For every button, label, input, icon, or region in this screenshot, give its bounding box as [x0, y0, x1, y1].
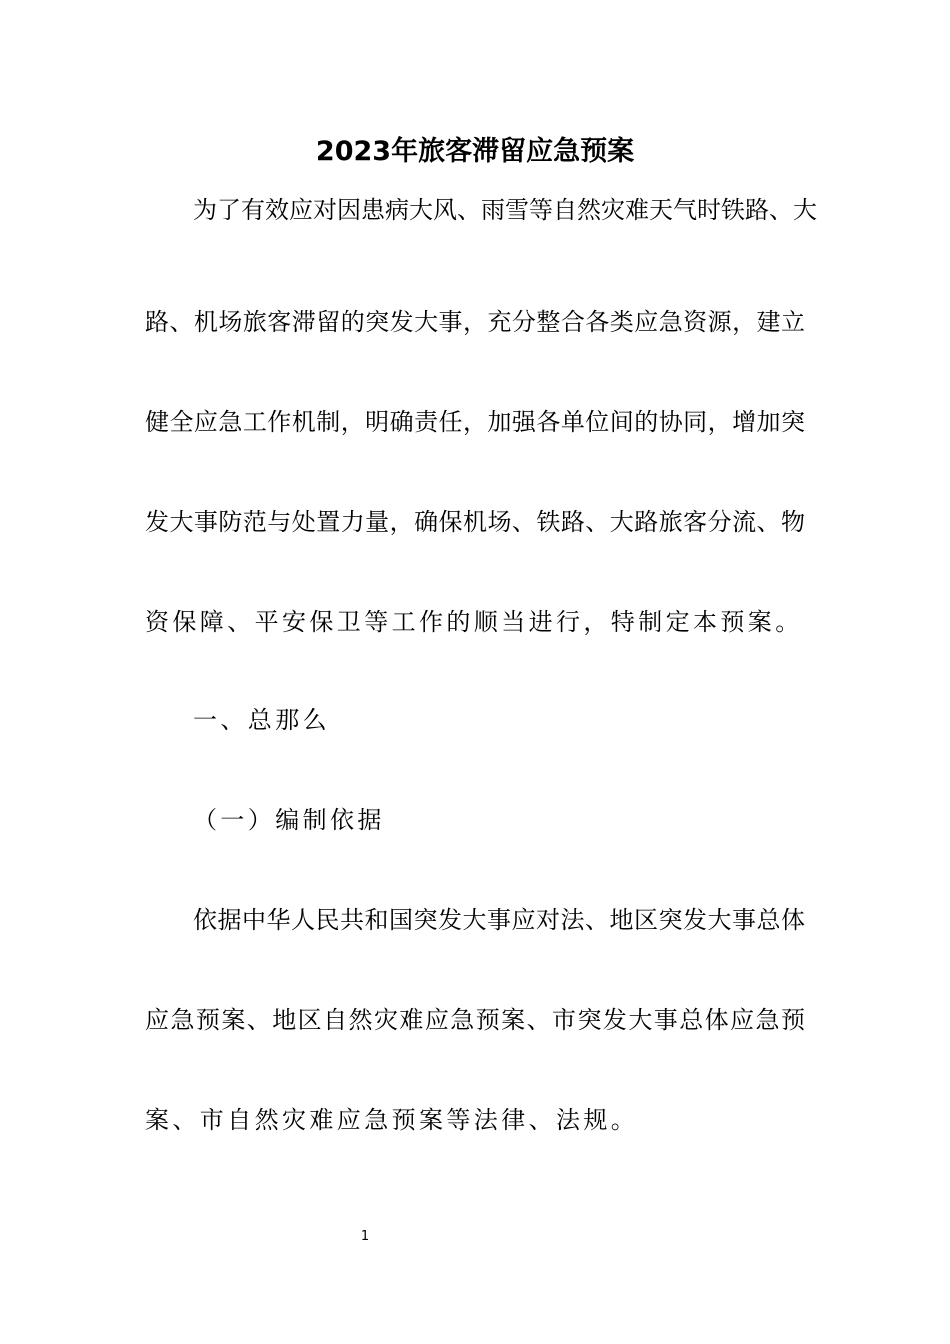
page-number: 1 [360, 1229, 370, 1244]
paragraph-1-line-2: 路、机场旅客滞留的突发大事，充分整合各类应急资源，建立 [145, 308, 805, 336]
paragraph-1-line-5: 资保障、平安保卫等工作的顺当进行，特制定本预案。 [145, 608, 803, 636]
paragraph-1-line-3: 健全应急工作机制，明确责任，加强各单位间的协同，增加突 [145, 408, 805, 436]
section-heading-general: 一、总那么 [193, 706, 330, 734]
paragraph-1-line-1: 为了有效应对因患病大风、雨雪等自然灾难天气时铁路、大 [193, 196, 817, 224]
paragraph-2-line-3: 案、市自然灾难应急预案等法律、法规。 [145, 1106, 639, 1134]
paragraph-2-line-2: 应急预案、地区自然灾难应急预案、市突发大事总体应急预 [145, 1006, 805, 1034]
document-title: 2023年旅客滞留应急预案 [315, 136, 635, 167]
paragraph-2-line-1: 依据中华人民共和国突发大事应对法、地区突发大事总体 [193, 906, 805, 934]
subsection-heading-basis: （一）编制依据 [193, 806, 385, 834]
paragraph-1-line-4: 发大事防范与处置力量，确保机场、铁路、大路旅客分流、物 [145, 508, 805, 536]
